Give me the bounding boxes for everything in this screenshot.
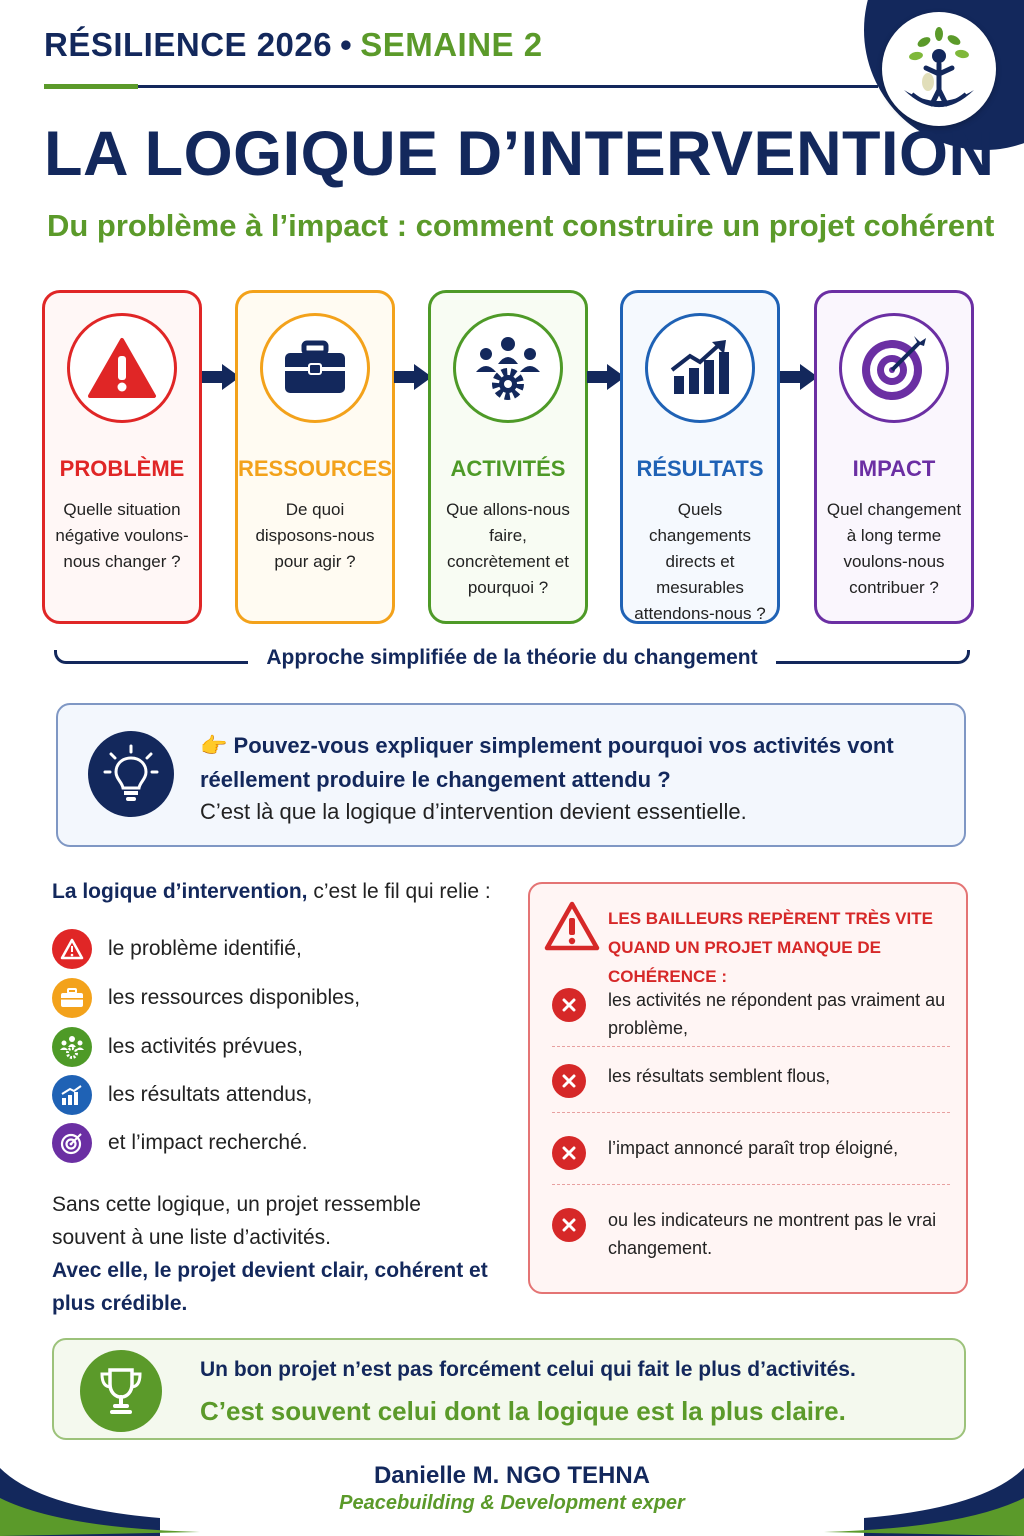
target-icon — [858, 332, 930, 404]
target-icon — [52, 1123, 92, 1163]
step-activites — [428, 290, 588, 624]
author-name: Danielle M. NGO TEHNA — [373, 1462, 651, 1489]
step-resultats — [620, 290, 780, 624]
step-description: Quel changement à long terme voulons-nous contribuer ? — [826, 500, 962, 597]
list-item-text: les ressources disponibles, — [108, 986, 361, 1009]
team-gear-icon — [470, 334, 546, 402]
trophy-icon-badge — [80, 1350, 162, 1432]
logic-conclusion: Avec elle, le projet devient clair, cohérent et plus crédible. — [52, 1259, 488, 1315]
step-ressources — [235, 290, 395, 624]
warning-item-text: ou les indicateurs ne montrent pas le vrai changement. — [608, 1210, 937, 1258]
step-description: Que allons-nous faire, concrètement et pourquoi ? — [446, 500, 570, 597]
step-icon-ring — [453, 313, 563, 423]
question-line: Pouvez-vous expliquer simplement pourquoi vos activités vont réellement produire le changement attendu ? — [200, 733, 894, 792]
warning-item-text: les résultats semblent flous, — [608, 1066, 831, 1086]
step-description: Quels changements directs et mesurables attendons-nous ? — [634, 500, 766, 623]
list-item — [52, 1123, 472, 1163]
page-title: LA LOGIQUE D’INTERVENTION — [44, 119, 995, 189]
pointer-emoji: 👉 — [200, 733, 228, 758]
step-icon-ring — [260, 313, 370, 423]
cross-icon — [552, 1064, 586, 1098]
team-gear-icon — [52, 1027, 92, 1067]
step-description: Quelle situation négative voulons-nous changer ? — [55, 500, 189, 571]
logic-intro-rest: c’est le fil qui relie : — [307, 880, 491, 903]
step-title: RESSOURCES — [238, 456, 393, 481]
list-item — [52, 1027, 472, 1067]
list-item — [52, 929, 472, 969]
approach-label-text: Approche simplifiée de la théorie du changement — [248, 646, 775, 669]
toolbox-icon — [282, 340, 348, 396]
tree-person-logo-icon — [882, 12, 996, 126]
conclusion-highlight: C’est souvent celui dont la logique est la plus claire. — [200, 1396, 846, 1426]
conclusion-box — [52, 1338, 966, 1440]
toolbox-icon — [52, 978, 92, 1018]
list-item-text: le problème identifié, — [108, 937, 302, 960]
page-subtitle: Du problème à l’impact : comment construire un projet cohérent — [47, 208, 995, 243]
step-title: RÉSULTATS — [636, 456, 764, 481]
question-text — [200, 729, 940, 797]
step-icon-ring — [645, 313, 755, 423]
lightbulb-icon-badge — [88, 731, 174, 817]
step-title: ACTIVITÉS — [450, 456, 566, 481]
growth-chart-icon — [668, 338, 732, 398]
question-answer: C’est là que la logique d’intervention devient essentielle. — [200, 799, 747, 824]
warning-item-text: les activités ne répondent pas vraiment au problème, — [608, 990, 946, 1038]
step-probleme — [42, 290, 202, 624]
growth-chart-icon — [52, 1075, 92, 1115]
logic-intro-bold: La logique d’intervention, — [52, 880, 308, 903]
list-item — [52, 978, 472, 1018]
approach-label — [0, 646, 1024, 670]
list-item-text: les activités prévues, — [108, 1035, 303, 1058]
header-rule-accent — [44, 84, 138, 89]
trophy-icon — [97, 1366, 145, 1416]
series-separator: • — [340, 26, 353, 63]
series-label — [44, 26, 543, 64]
author-role: Peacebuilding & Development exper — [339, 1492, 685, 1514]
divider — [552, 1184, 950, 1185]
funder-warning-box — [528, 882, 968, 1294]
conclusion-line: Un bon projet n’est pas forcément celui qui fait le plus d’activités. — [200, 1358, 856, 1381]
question-box — [56, 703, 966, 847]
header-rule — [138, 85, 878, 88]
list-item-text: les résultats attendus, — [108, 1083, 313, 1106]
lightbulb-icon — [103, 744, 159, 804]
cross-icon — [552, 1208, 586, 1242]
warning-title: LES BAILLEURS REPÈRENT TRÈS VITE QUAND UN PROJET MANQUE DE COHÉRENCE : — [608, 909, 933, 986]
divider — [552, 1112, 950, 1113]
divider — [552, 1046, 950, 1047]
warning-icon — [544, 900, 600, 952]
logic-paragraph: Sans cette logique, un projet ressemble souvent à une liste d’activités. — [52, 1193, 421, 1249]
step-description: De quoi disposons-nous pour agir ? — [255, 500, 375, 571]
step-title: PROBLÈME — [59, 456, 185, 481]
warning-item-text: l’impact annoncé paraît trop éloigné, — [608, 1138, 899, 1158]
step-icon-ring — [67, 313, 177, 423]
brand-logo — [882, 12, 996, 126]
warning-icon — [87, 336, 157, 400]
list-item — [52, 1075, 472, 1115]
series-name: RÉSILIENCE 2026 — [44, 26, 333, 63]
logic-intro — [52, 880, 491, 904]
cross-icon — [552, 1136, 586, 1170]
cross-icon — [552, 988, 586, 1022]
step-title: IMPACT — [852, 456, 936, 481]
step-icon-ring — [839, 313, 949, 423]
list-item-text: et l’impact recherché. — [108, 1131, 308, 1154]
warning-icon — [52, 929, 92, 969]
step-impact — [814, 290, 974, 624]
week-label: SEMAINE 2 — [360, 26, 543, 63]
